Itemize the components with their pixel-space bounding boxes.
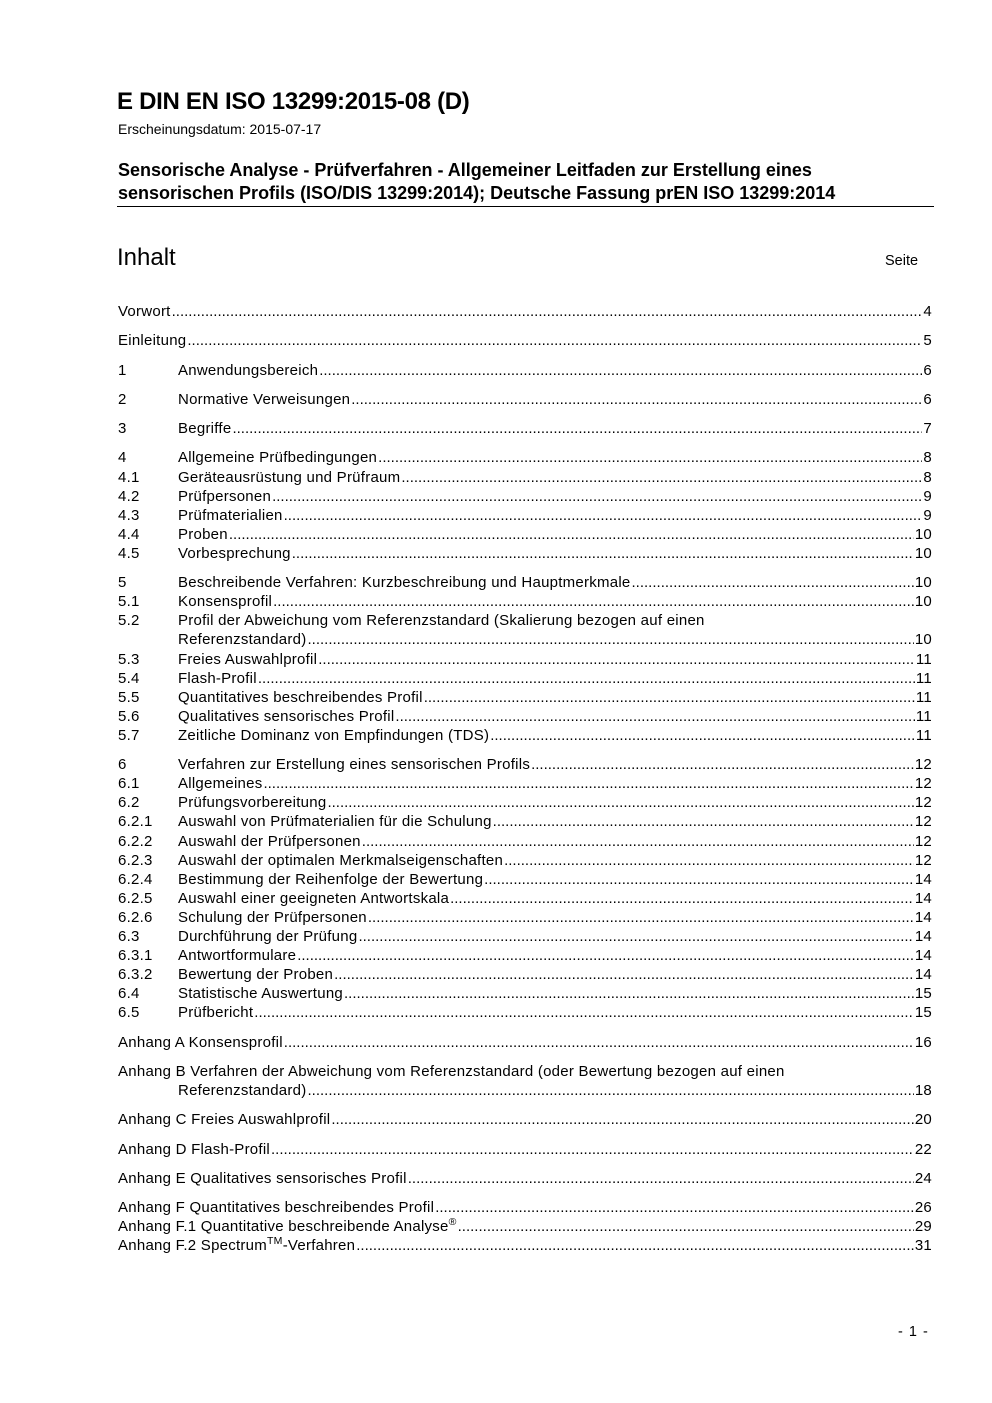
toc-entry-title-text: Einleitung	[118, 332, 187, 350]
toc-entry[interactable]	[118, 1140, 932, 1159]
toc-entry-number: 6.2.5	[118, 889, 153, 907]
toc-entry-title	[178, 611, 705, 630]
toc-entry-page: 10	[914, 544, 932, 562]
toc-entry-title	[178, 889, 449, 908]
toc-entry-number: 6.5	[118, 1004, 140, 1022]
toc-entry-title	[178, 927, 357, 946]
toc-entry-number: 2	[118, 390, 127, 408]
toc-entry[interactable]	[118, 812, 932, 831]
toc-entry[interactable]	[118, 793, 932, 812]
toc-entry-page: 10	[914, 593, 932, 611]
toc-dot-leader	[292, 544, 914, 563]
toc-entry-superscript: TM	[267, 1235, 283, 1248]
toc-entry-title-text: Schulung der Prüfpersonen	[178, 908, 367, 926]
toc-dot-leader	[362, 832, 914, 851]
toc-entry[interactable]	[118, 506, 932, 525]
toc-entry-title-text: Bewertung der Proben	[178, 966, 334, 984]
toc-entry-page: 24	[914, 1169, 932, 1187]
toc-entry-title-text: Prüfpersonen	[178, 487, 272, 505]
toc-entry-page: 14	[914, 889, 932, 907]
toc-entry-title-text: Allgemeine Prüfbedingungen	[178, 449, 378, 467]
toc-entry[interactable]	[118, 573, 932, 592]
toc-entry-title-text: Freies Auswahlprofil	[178, 650, 318, 668]
toc-dot-leader	[284, 1033, 914, 1052]
toc-dot-leader	[172, 302, 923, 321]
toc-entry-number: 4.5	[118, 544, 140, 562]
toc-entry[interactable]	[118, 487, 932, 506]
toc-entry-title-text: Anwendungsbereich	[178, 361, 319, 379]
toc-entry-title	[118, 1217, 457, 1236]
toc-entry-number: 6.2.6	[118, 908, 153, 926]
toc-dot-leader	[187, 331, 922, 350]
document-subject	[118, 159, 933, 205]
toc-entry-title	[178, 832, 361, 851]
toc-entry-title	[178, 669, 257, 688]
toc-entry-page: 22	[914, 1140, 932, 1158]
toc-entry-number: 5.6	[118, 707, 140, 725]
toc-dot-leader	[334, 965, 914, 984]
toc-entry[interactable]	[118, 984, 932, 1003]
toc-entry[interactable]	[118, 448, 932, 467]
toc-entry-title-text: Flash-Profil	[178, 669, 257, 687]
toc-entry[interactable]	[118, 688, 932, 707]
toc-entry[interactable]	[118, 592, 932, 611]
toc-entry[interactable]	[118, 1169, 932, 1188]
toc-entry-title	[178, 573, 631, 592]
toc-entry-page: 9	[923, 487, 932, 505]
toc-entry-title-text: Durchführung der Prüfung	[178, 928, 358, 946]
toc-entry-number: 5.2	[118, 612, 140, 630]
toc-entry-title-text: Anhang F Quantitatives beschreibendes Profil	[118, 1199, 435, 1217]
subject-line-1: Sensorische Analyse - Prüfverfahren - Allgemeiner Leitfaden zur Erstellung eines	[118, 160, 812, 180]
toc-entry-page: 7	[923, 420, 932, 438]
toc-dot-leader	[408, 1169, 914, 1188]
toc-entry[interactable]	[118, 774, 932, 793]
toc-entry-title	[178, 870, 483, 889]
toc-dot-leader	[351, 390, 922, 409]
toc-entry-title-text: Vorbesprechung	[178, 544, 291, 562]
toc-entry-title	[118, 1236, 355, 1255]
toc-entry-title-text: Prüfbericht	[178, 1004, 254, 1022]
toc-dot-leader	[307, 1081, 913, 1100]
toc-entry-number: 6	[118, 756, 127, 774]
toc-entry-title	[118, 1033, 283, 1052]
toc-entry[interactable]	[118, 331, 932, 350]
toc-entry[interactable]	[118, 302, 932, 321]
toc-heading: Inhalt	[117, 244, 176, 271]
toc-entry-title-continued: Referenzstandard)	[178, 631, 307, 649]
toc-entry-title	[178, 726, 489, 745]
toc-entry-title-text: Anhang F.1 Quantitative beschreibende Analyse	[118, 1218, 449, 1236]
toc-dot-leader	[395, 707, 915, 726]
toc-dot-leader	[344, 984, 914, 1003]
toc-entry-title	[178, 361, 318, 380]
toc-entry-title-text: Vorwort	[118, 303, 171, 320]
toc-dot-leader	[424, 688, 915, 707]
toc-entry-title	[118, 302, 171, 321]
toc-entry-title	[118, 1110, 330, 1129]
toc-entry-page: 31	[914, 1237, 932, 1255]
toc-entry-number: 5.4	[118, 669, 140, 687]
toc-entry-number: 5	[118, 574, 127, 592]
toc-entry-title-text: Geräteausrüstung und Prüfraum	[178, 468, 401, 486]
toc-dot-leader	[319, 361, 922, 380]
toc-entry-continuation[interactable]	[118, 1081, 932, 1100]
toc-entry-title	[178, 1003, 253, 1022]
toc-entry-title	[178, 544, 291, 563]
toc-entry[interactable]	[118, 707, 932, 726]
toc-dot-leader	[401, 468, 922, 487]
toc-entry-title-text: Allgemeines	[178, 775, 263, 793]
toc-entry-title-text: Anhang C Freies Auswahlprofil	[118, 1111, 331, 1129]
toc-dot-leader	[229, 525, 914, 544]
toc-entry-title-text: Bestimmung der Reihenfolge der Bewertung	[178, 870, 484, 888]
toc-entry-page: 12	[914, 756, 932, 774]
toc-dot-leader	[254, 1003, 914, 1022]
toc-dot-leader	[297, 946, 914, 965]
toc-entry[interactable]	[118, 1062, 932, 1081]
toc-entry[interactable]	[118, 419, 932, 438]
toc-entry-title	[178, 419, 231, 438]
toc-entry[interactable]	[118, 525, 932, 544]
toc-entry-number: 4	[118, 449, 127, 467]
toc-entry[interactable]	[118, 1198, 932, 1217]
document-title: E DIN EN ISO 13299:2015-08 (D)	[117, 88, 470, 115]
toc-dot-leader	[307, 630, 913, 649]
toc-entry-page: 14	[914, 928, 932, 946]
toc-entry-page: 10	[914, 525, 932, 543]
toc-entry-title	[118, 1062, 785, 1081]
toc-dot-leader	[263, 774, 913, 793]
toc-entry[interactable]	[118, 870, 932, 889]
toc-entry-number: 6.2.3	[118, 851, 153, 869]
toc-dot-leader	[450, 889, 914, 908]
toc-entry[interactable]	[118, 946, 932, 965]
toc-entry-number: 1	[118, 361, 127, 379]
toc-entry[interactable]	[118, 927, 932, 946]
toc-entry-number: 6.2.2	[118, 832, 153, 850]
toc-entry-page: 16	[914, 1033, 932, 1051]
toc-entry-continuation-line	[118, 630, 932, 649]
toc-entry-page: 8	[923, 449, 932, 467]
toc-entry-title	[178, 525, 228, 544]
toc-dot-leader	[271, 1140, 914, 1159]
toc-entry-number: 4.3	[118, 506, 140, 524]
toc-entry[interactable]	[118, 965, 932, 984]
toc-entry-title	[178, 650, 317, 669]
table-of-contents	[118, 302, 932, 1255]
toc-entry-title	[178, 755, 530, 774]
toc-entry-title-text: Normative Verweisungen	[178, 390, 351, 408]
toc-dot-leader	[284, 506, 923, 525]
toc-entry-title	[118, 331, 186, 350]
toc-entry-number: 6.4	[118, 985, 140, 1003]
toc-entry-title-text: Beschreibende Verfahren: Kurzbeschreibung und Hauptmerkmale	[178, 574, 631, 592]
toc-entry-continuation-line	[118, 1081, 932, 1100]
toc-entry-title-text: Quantitatives beschreibendes Profil	[178, 688, 423, 706]
toc-entry-number: 5.7	[118, 726, 140, 744]
toc-entry-number: 4.2	[118, 487, 140, 505]
toc-entry-number: 6.2.4	[118, 870, 153, 888]
toc-entry-page: 20	[914, 1111, 932, 1129]
toc-entry[interactable]	[118, 650, 932, 669]
toc-entry-title-text: Anhang F.2 Spectrum	[118, 1237, 268, 1255]
page-column-label: Seite	[885, 253, 919, 269]
toc-entry-page: 11	[915, 688, 932, 706]
toc-dot-leader	[258, 669, 915, 688]
toc-entry-title	[178, 707, 394, 726]
toc-entry-number: 6.2.1	[118, 813, 153, 831]
toc-entry-title	[178, 592, 272, 611]
toc-entry-title-continued: Referenzstandard)	[178, 1082, 307, 1100]
toc-entry-title	[178, 688, 423, 707]
toc-entry-page: 14	[914, 908, 932, 926]
toc-entry-title-text: Profil der Abweichung vom Referenzstandard (Skalierung bezogen auf einen	[178, 612, 705, 630]
toc-dot-leader	[632, 573, 914, 592]
toc-entry-page: 4	[923, 303, 932, 320]
toc-entry-superscript: ®	[448, 1216, 457, 1229]
toc-dot-leader	[368, 908, 914, 927]
toc-entry-title-text: Begriffe	[178, 420, 232, 438]
toc-entry[interactable]	[118, 361, 932, 380]
toc-dot-leader	[331, 1110, 913, 1129]
toc-entry-title	[178, 851, 503, 870]
toc-entry-title-text: Prüfungsvorbereitung	[178, 794, 327, 812]
toc-entry[interactable]	[118, 832, 932, 851]
toc-dot-leader	[327, 793, 913, 812]
toc-dot-leader	[356, 1236, 914, 1255]
toc-entry-page: 12	[914, 794, 932, 812]
toc-entry-number: 6.3.1	[118, 947, 153, 965]
toc-entry-title	[178, 390, 350, 409]
toc-entry-page: 9	[923, 506, 932, 524]
toc-entry-page: 8	[923, 468, 932, 486]
toc-entry-title-text: Proben	[178, 525, 228, 543]
toc-entry-page: 12	[914, 851, 932, 869]
toc-entry-page: 5	[923, 332, 932, 350]
toc-entry[interactable]	[118, 1236, 932, 1255]
toc-entry-title-text: Verfahren zur Erstellung eines sensorischen Profils	[178, 756, 531, 774]
toc-entry-number: 5.5	[118, 688, 140, 706]
toc-entry-number: 6.1	[118, 775, 140, 793]
toc-entry-number: 6.3	[118, 928, 140, 946]
toc-entry-title	[178, 468, 400, 487]
toc-entry-page: 15	[914, 1004, 932, 1022]
toc-entry-title	[118, 1198, 434, 1217]
toc-entry[interactable]	[118, 889, 932, 908]
toc-entry-page: 11	[915, 650, 932, 668]
toc-entry-number: 5.1	[118, 593, 140, 611]
toc-dot-leader	[531, 755, 914, 774]
toc-entry[interactable]	[118, 1110, 932, 1129]
toc-entry-page: 14	[914, 870, 932, 888]
toc-entry-title-text: Anhang E Qualitatives sensorisches Profil	[118, 1169, 407, 1187]
toc-entry-number: 6.3.2	[118, 966, 153, 984]
toc-entry-title-text: Auswahl von Prüfmaterialien für die Schulung	[178, 813, 492, 831]
toc-entry-title-text: Konsensprofil	[178, 593, 273, 611]
toc-entry-title-text: Qualitatives sensorisches Profil	[178, 707, 395, 725]
page-number: - 1 -	[898, 1324, 929, 1340]
toc-dot-leader	[318, 650, 915, 669]
toc-dot-leader	[504, 851, 914, 870]
toc-entry-number: 4.4	[118, 525, 140, 543]
toc-dot-leader	[490, 726, 915, 745]
toc-entry[interactable]	[118, 755, 932, 774]
toc-entry[interactable]	[118, 908, 932, 927]
toc-entry-page: 11	[915, 726, 932, 744]
toc-entry-title-text: Prüfmaterialien	[178, 506, 283, 524]
toc-entry-title	[178, 487, 271, 506]
toc-entry-title	[178, 965, 333, 984]
toc-entry[interactable]	[118, 544, 932, 563]
toc-entry-page: 18	[914, 1082, 932, 1100]
toc-entry[interactable]	[118, 468, 932, 487]
toc-entry-title-text: Zeitliche Dominanz von Empfindungen (TDS)	[178, 726, 490, 744]
toc-entry[interactable]	[118, 726, 932, 745]
toc-entry-title-text: Anhang D Flash-Profil	[118, 1140, 270, 1158]
toc-entry-page: 15	[914, 985, 932, 1003]
toc-dot-leader	[273, 592, 914, 611]
toc-dot-leader	[272, 487, 922, 506]
toc-entry-page: 12	[914, 832, 932, 850]
toc-dot-leader	[232, 419, 922, 438]
toc-entry-title	[178, 448, 377, 467]
toc-entry-page: 26	[914, 1199, 932, 1217]
toc-entry-number: 5.3	[118, 650, 140, 668]
toc-entry-title	[178, 793, 326, 812]
toc-entry-page: 14	[914, 947, 932, 965]
toc-entry-page: 11	[915, 669, 932, 687]
toc-entry[interactable]	[118, 1033, 932, 1052]
toc-entry-title-text: Anhang A Konsensprofil	[118, 1033, 283, 1051]
toc-entry-title-suffix: -Verfahren	[282, 1237, 356, 1255]
toc-entry-title-text: Auswahl einer geeigneten Antwortskala	[178, 889, 450, 907]
toc-entry[interactable]	[118, 390, 932, 409]
toc-entry-page: 29	[914, 1218, 932, 1236]
toc-entry-title-text: Statistische Auswertung	[178, 985, 344, 1003]
title-divider	[117, 206, 934, 207]
toc-entry-number: 6.2	[118, 794, 140, 812]
toc-entry[interactable]	[118, 1217, 932, 1236]
toc-dot-leader	[358, 927, 913, 946]
toc-entry-title	[178, 946, 296, 965]
toc-entry-page: 12	[914, 775, 932, 793]
toc-entry-title	[118, 1169, 407, 1188]
toc-entry-page: 6	[923, 390, 932, 408]
toc-entry-page: 6	[923, 361, 932, 379]
toc-entry-number: 4.1	[118, 468, 140, 486]
toc-entry-title	[118, 1140, 270, 1159]
toc-entry-page: 12	[914, 813, 932, 831]
subject-line-2: sensorischen Profils (ISO/DIS 13299:2014); Deutsche Fassung prEN ISO 13299:2014	[118, 183, 836, 203]
toc-entry[interactable]	[118, 1003, 932, 1022]
toc-dot-leader	[378, 448, 922, 467]
toc-entry-title	[178, 812, 492, 831]
toc-entry-title	[178, 908, 367, 927]
toc-dot-leader	[484, 870, 914, 889]
toc-entry-title-text: Auswahl der Prüfpersonen	[178, 832, 361, 850]
publication-date: Erscheinungsdatum: 2015-07-17	[118, 121, 322, 137]
toc-entry-page: 14	[914, 966, 932, 984]
toc-entry-title-text: Anhang B Verfahren der Abweichung vom Referenzstandard (oder Bewertung bezogen auf einen	[118, 1062, 785, 1080]
toc-entry-number: 3	[118, 420, 127, 438]
toc-entry-title	[178, 506, 283, 525]
toc-entry[interactable]	[118, 851, 932, 870]
toc-entry-page: 11	[915, 707, 932, 725]
toc-entry[interactable]	[118, 669, 932, 688]
toc-entry-page: 10	[914, 631, 932, 649]
toc-entry-title-text: Auswahl der optimalen Merkmalseigenschaften	[178, 851, 504, 869]
toc-entry-continuation[interactable]	[118, 630, 932, 649]
toc-entry-title	[178, 774, 262, 793]
toc-entry[interactable]	[118, 611, 932, 630]
toc-dot-leader	[493, 812, 914, 831]
toc-entry-page: 10	[914, 574, 932, 592]
toc-entry-title	[178, 984, 343, 1003]
toc-entry-title-text: Antwortformulare	[178, 947, 297, 965]
toc-dot-leader	[458, 1217, 914, 1236]
toc-dot-leader	[435, 1198, 914, 1217]
